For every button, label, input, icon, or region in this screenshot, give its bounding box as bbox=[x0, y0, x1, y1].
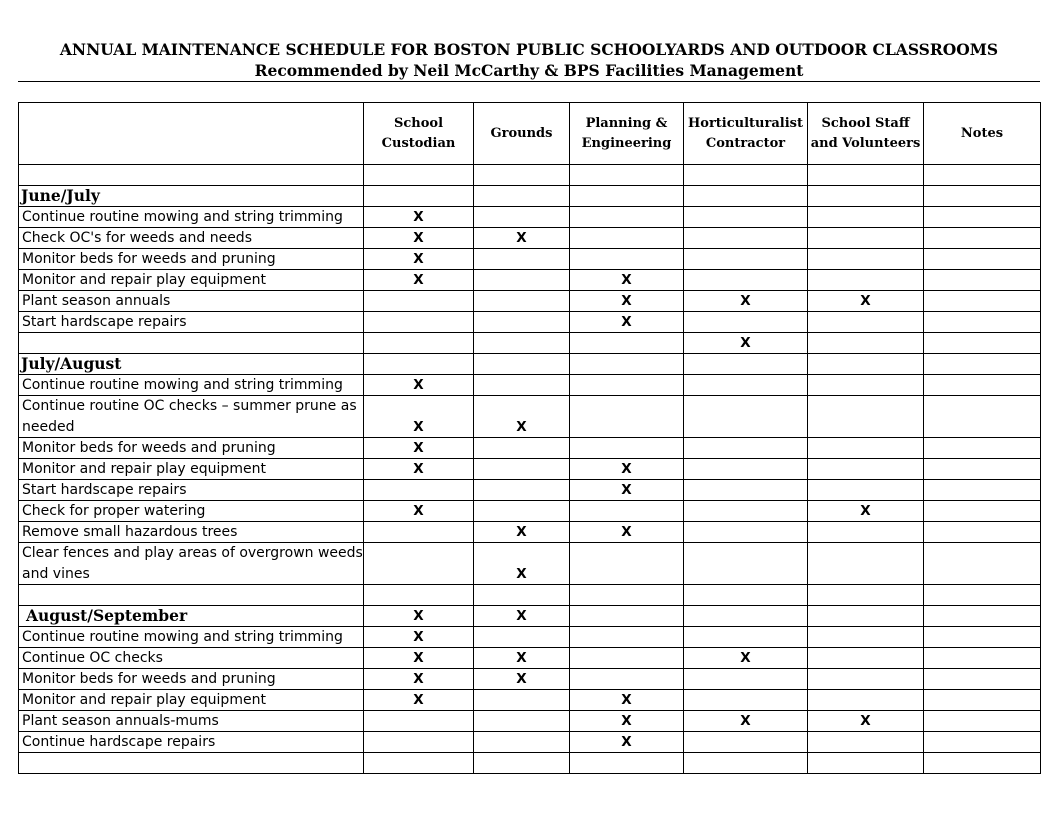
responsibility-cell bbox=[684, 753, 808, 774]
responsibility-cell bbox=[808, 480, 924, 501]
responsibility-cell bbox=[808, 606, 924, 627]
notes-cell bbox=[924, 753, 1041, 774]
responsibility-mark: X bbox=[364, 459, 474, 480]
task-cell: Monitor and repair play equipment bbox=[19, 270, 364, 291]
responsibility-cell bbox=[474, 270, 570, 291]
responsibility-mark: X bbox=[570, 291, 684, 312]
responsibility-cell bbox=[684, 732, 808, 753]
table-row bbox=[19, 291, 1041, 312]
responsibility-cell bbox=[808, 333, 924, 354]
responsibility-cell bbox=[364, 312, 474, 333]
responsibility-cell bbox=[684, 207, 808, 228]
responsibility-mark: X bbox=[364, 270, 474, 291]
table-row bbox=[19, 543, 1041, 585]
notes-cell bbox=[924, 186, 1041, 207]
responsibility-cell bbox=[684, 585, 808, 606]
responsibility-cell bbox=[808, 228, 924, 249]
responsibility-cell bbox=[808, 396, 924, 438]
blank-row bbox=[19, 753, 1041, 774]
responsibility-mark: X bbox=[364, 375, 474, 396]
task-cell: Plant season annuals bbox=[19, 291, 364, 312]
responsibility-cell bbox=[570, 354, 684, 375]
responsibility-cell bbox=[684, 438, 808, 459]
responsibility-cell bbox=[570, 249, 684, 270]
responsibility-cell bbox=[570, 606, 684, 627]
task-cell: Check OC's for weeds and needs bbox=[19, 228, 364, 249]
responsibility-mark: X bbox=[570, 522, 684, 543]
notes-cell bbox=[924, 375, 1041, 396]
document-title: ANNUAL MAINTENANCE SCHEDULE FOR BOSTON PUBLIC SCHOOLYARDS AND OUTDOOR CLASSROOMS bbox=[59, 40, 999, 59]
responsibility-mark: X bbox=[364, 249, 474, 270]
responsibility-cell bbox=[684, 270, 808, 291]
responsibility-cell bbox=[474, 585, 570, 606]
notes-cell bbox=[924, 333, 1041, 354]
responsibility-cell bbox=[684, 606, 808, 627]
responsibility-mark: X bbox=[570, 480, 684, 501]
table-row bbox=[19, 501, 1041, 522]
notes-cell bbox=[924, 480, 1041, 501]
section-row bbox=[19, 606, 1041, 627]
responsibility-mark: X bbox=[364, 396, 474, 438]
responsibility-cell bbox=[684, 690, 808, 711]
responsibility-cell bbox=[364, 711, 474, 732]
responsibility-cell bbox=[684, 522, 808, 543]
responsibility-cell bbox=[808, 438, 924, 459]
task-cell: Start hardscape repairs bbox=[19, 480, 364, 501]
notes-cell bbox=[924, 165, 1041, 186]
header-school-staff-volunteers: School Staff and Volunteers bbox=[808, 103, 924, 165]
responsibility-mark: X bbox=[474, 669, 570, 690]
task-cell bbox=[19, 165, 364, 186]
responsibility-cell bbox=[474, 375, 570, 396]
responsibility-cell bbox=[570, 438, 684, 459]
responsibility-mark: X bbox=[684, 291, 808, 312]
responsibility-cell bbox=[474, 249, 570, 270]
responsibility-cell bbox=[474, 753, 570, 774]
blank-row bbox=[19, 165, 1041, 186]
notes-cell bbox=[924, 270, 1041, 291]
section-heading: June/July bbox=[19, 186, 364, 207]
notes-cell bbox=[924, 396, 1041, 438]
task-cell: Continue routine OC checks – summer prune as needed bbox=[19, 396, 364, 438]
responsibility-mark: X bbox=[474, 522, 570, 543]
responsibility-cell bbox=[808, 522, 924, 543]
responsibility-cell bbox=[474, 732, 570, 753]
responsibility-cell bbox=[808, 207, 924, 228]
responsibility-cell bbox=[570, 228, 684, 249]
responsibility-cell bbox=[808, 249, 924, 270]
responsibility-cell bbox=[808, 585, 924, 606]
table-row bbox=[19, 312, 1041, 333]
task-cell: Clear fences and play areas of overgrown weeds and vines bbox=[19, 543, 364, 585]
responsibility-mark: X bbox=[808, 291, 924, 312]
responsibility-mark: X bbox=[474, 228, 570, 249]
responsibility-mark: X bbox=[364, 627, 474, 648]
responsibility-cell bbox=[684, 627, 808, 648]
table-row bbox=[19, 522, 1041, 543]
responsibility-mark: X bbox=[570, 711, 684, 732]
task-cell: Monitor beds for weeds and pruning bbox=[19, 249, 364, 270]
responsibility-cell bbox=[808, 165, 924, 186]
task-cell: Monitor and repair play equipment bbox=[19, 459, 364, 480]
responsibility-cell bbox=[570, 585, 684, 606]
responsibility-mark: X bbox=[808, 501, 924, 522]
responsibility-cell bbox=[364, 333, 474, 354]
task-cell: Monitor and repair play equipment bbox=[19, 690, 364, 711]
responsibility-cell bbox=[364, 522, 474, 543]
responsibility-mark: X bbox=[364, 669, 474, 690]
responsibility-cell bbox=[570, 501, 684, 522]
responsibility-cell bbox=[570, 396, 684, 438]
responsibility-cell bbox=[684, 354, 808, 375]
responsibility-cell bbox=[684, 480, 808, 501]
responsibility-cell bbox=[808, 270, 924, 291]
table-row bbox=[19, 249, 1041, 270]
notes-cell bbox=[924, 648, 1041, 669]
responsibility-cell bbox=[808, 375, 924, 396]
table-row bbox=[19, 648, 1041, 669]
notes-cell bbox=[924, 522, 1041, 543]
responsibility-cell bbox=[474, 711, 570, 732]
task-cell bbox=[19, 333, 364, 354]
responsibility-cell bbox=[474, 480, 570, 501]
responsibility-cell bbox=[570, 207, 684, 228]
responsibility-cell bbox=[808, 690, 924, 711]
notes-cell bbox=[924, 543, 1041, 585]
responsibility-mark: X bbox=[684, 648, 808, 669]
notes-cell bbox=[924, 207, 1041, 228]
responsibility-cell bbox=[570, 333, 684, 354]
notes-cell bbox=[924, 627, 1041, 648]
maintenance-schedule-table bbox=[18, 102, 1041, 774]
responsibility-cell bbox=[474, 207, 570, 228]
table-row bbox=[19, 375, 1041, 396]
responsibility-cell bbox=[684, 669, 808, 690]
table-row bbox=[19, 396, 1041, 438]
notes-cell bbox=[924, 228, 1041, 249]
header-grounds: Grounds bbox=[474, 103, 570, 165]
responsibility-cell bbox=[474, 291, 570, 312]
table-row bbox=[19, 228, 1041, 249]
table-row bbox=[19, 333, 1041, 354]
table-row bbox=[19, 669, 1041, 690]
notes-cell bbox=[924, 711, 1041, 732]
responsibility-mark: X bbox=[364, 690, 474, 711]
header-horticulturalist-contractor: Horticulturalist Contractor bbox=[684, 103, 808, 165]
responsibility-cell bbox=[570, 648, 684, 669]
task-cell: Plant season annuals-mums bbox=[19, 711, 364, 732]
responsibility-cell bbox=[474, 333, 570, 354]
header-school-custodian: School Custodian bbox=[364, 103, 474, 165]
header-task-column bbox=[19, 103, 364, 165]
task-cell: Remove small hazardous trees bbox=[19, 522, 364, 543]
responsibility-mark: X bbox=[570, 312, 684, 333]
section-row bbox=[19, 186, 1041, 207]
responsibility-cell bbox=[684, 186, 808, 207]
responsibility-cell bbox=[570, 753, 684, 774]
responsibility-cell bbox=[808, 732, 924, 753]
notes-cell bbox=[924, 690, 1041, 711]
notes-cell bbox=[924, 459, 1041, 480]
responsibility-cell bbox=[808, 627, 924, 648]
document-subtitle: Recommended by Neil McCarthy & BPS Facilities Management bbox=[254, 61, 804, 80]
notes-cell bbox=[924, 291, 1041, 312]
notes-cell bbox=[924, 354, 1041, 375]
responsibility-cell bbox=[684, 249, 808, 270]
responsibility-cell bbox=[364, 543, 474, 585]
notes-cell bbox=[924, 606, 1041, 627]
blank-row bbox=[19, 585, 1041, 606]
notes-cell bbox=[924, 501, 1041, 522]
responsibility-mark: X bbox=[684, 711, 808, 732]
responsibility-cell bbox=[364, 165, 474, 186]
task-cell: Start hardscape repairs bbox=[19, 312, 364, 333]
responsibility-cell bbox=[808, 543, 924, 585]
task-cell: Monitor beds for weeds and pruning bbox=[19, 669, 364, 690]
notes-cell bbox=[924, 312, 1041, 333]
notes-cell bbox=[924, 249, 1041, 270]
table-row bbox=[19, 438, 1041, 459]
responsibility-cell bbox=[364, 480, 474, 501]
responsibility-cell bbox=[684, 459, 808, 480]
notes-cell bbox=[924, 585, 1041, 606]
responsibility-cell bbox=[808, 753, 924, 774]
responsibility-cell bbox=[570, 669, 684, 690]
responsibility-cell bbox=[808, 186, 924, 207]
responsibility-cell bbox=[474, 501, 570, 522]
notes-cell bbox=[924, 732, 1041, 753]
responsibility-cell bbox=[808, 312, 924, 333]
responsibility-cell bbox=[684, 375, 808, 396]
responsibility-mark: X bbox=[474, 543, 570, 585]
responsibility-cell bbox=[364, 753, 474, 774]
responsibility-mark: X bbox=[570, 732, 684, 753]
responsibility-mark: X bbox=[474, 606, 570, 627]
responsibility-cell bbox=[684, 165, 808, 186]
table-row bbox=[19, 732, 1041, 753]
responsibility-cell bbox=[808, 354, 924, 375]
responsibility-mark: X bbox=[570, 270, 684, 291]
responsibility-cell bbox=[684, 228, 808, 249]
responsibility-cell bbox=[474, 354, 570, 375]
responsibility-cell bbox=[808, 669, 924, 690]
responsibility-mark: X bbox=[364, 606, 474, 627]
section-row bbox=[19, 354, 1041, 375]
responsibility-cell bbox=[474, 459, 570, 480]
responsibility-cell bbox=[808, 459, 924, 480]
task-cell: Continue hardscape repairs bbox=[19, 732, 364, 753]
task-cell: Continue routine mowing and string trimming bbox=[19, 375, 364, 396]
table-row bbox=[19, 627, 1041, 648]
responsibility-cell bbox=[364, 186, 474, 207]
table-row bbox=[19, 270, 1041, 291]
table-row bbox=[19, 459, 1041, 480]
responsibility-cell bbox=[474, 438, 570, 459]
responsibility-mark: X bbox=[474, 648, 570, 669]
responsibility-mark: X bbox=[364, 207, 474, 228]
responsibility-mark: X bbox=[364, 648, 474, 669]
responsibility-mark: X bbox=[570, 690, 684, 711]
responsibility-cell bbox=[570, 627, 684, 648]
responsibility-mark: X bbox=[364, 501, 474, 522]
notes-cell bbox=[924, 438, 1041, 459]
table-row bbox=[19, 480, 1041, 501]
responsibility-cell bbox=[474, 186, 570, 207]
responsibility-mark: X bbox=[364, 228, 474, 249]
responsibility-cell bbox=[364, 732, 474, 753]
responsibility-cell bbox=[570, 375, 684, 396]
header-planning-engineering: Planning & Engineering bbox=[570, 103, 684, 165]
responsibility-cell bbox=[570, 543, 684, 585]
responsibility-cell bbox=[570, 186, 684, 207]
responsibility-mark: X bbox=[474, 396, 570, 438]
task-cell bbox=[19, 753, 364, 774]
responsibility-cell bbox=[808, 648, 924, 669]
header-notes: Notes bbox=[924, 103, 1041, 165]
notes-cell bbox=[924, 669, 1041, 690]
responsibility-cell bbox=[570, 165, 684, 186]
task-cell: Continue routine mowing and string trimming bbox=[19, 207, 364, 228]
responsibility-cell bbox=[474, 165, 570, 186]
responsibility-cell bbox=[684, 396, 808, 438]
responsibility-mark: X bbox=[364, 438, 474, 459]
task-cell: Continue OC checks bbox=[19, 648, 364, 669]
responsibility-cell bbox=[474, 690, 570, 711]
table-row bbox=[19, 711, 1041, 732]
task-cell: Check for proper watering bbox=[19, 501, 364, 522]
title-divider bbox=[18, 81, 1040, 82]
task-cell: Monitor beds for weeds and pruning bbox=[19, 438, 364, 459]
responsibility-cell bbox=[474, 312, 570, 333]
responsibility-cell bbox=[364, 585, 474, 606]
task-cell bbox=[19, 585, 364, 606]
responsibility-mark: X bbox=[684, 333, 808, 354]
table-header-row bbox=[19, 103, 1041, 165]
responsibility-cell bbox=[684, 312, 808, 333]
responsibility-mark: X bbox=[570, 459, 684, 480]
section-heading: July/August bbox=[19, 354, 364, 375]
responsibility-cell bbox=[684, 501, 808, 522]
responsibility-cell bbox=[474, 627, 570, 648]
table-row bbox=[19, 207, 1041, 228]
responsibility-cell bbox=[684, 543, 808, 585]
responsibility-cell bbox=[364, 354, 474, 375]
responsibility-mark: X bbox=[808, 711, 924, 732]
responsibility-cell bbox=[364, 291, 474, 312]
section-heading: August/September bbox=[19, 606, 364, 627]
table-row bbox=[19, 690, 1041, 711]
task-cell: Continue routine mowing and string trimming bbox=[19, 627, 364, 648]
